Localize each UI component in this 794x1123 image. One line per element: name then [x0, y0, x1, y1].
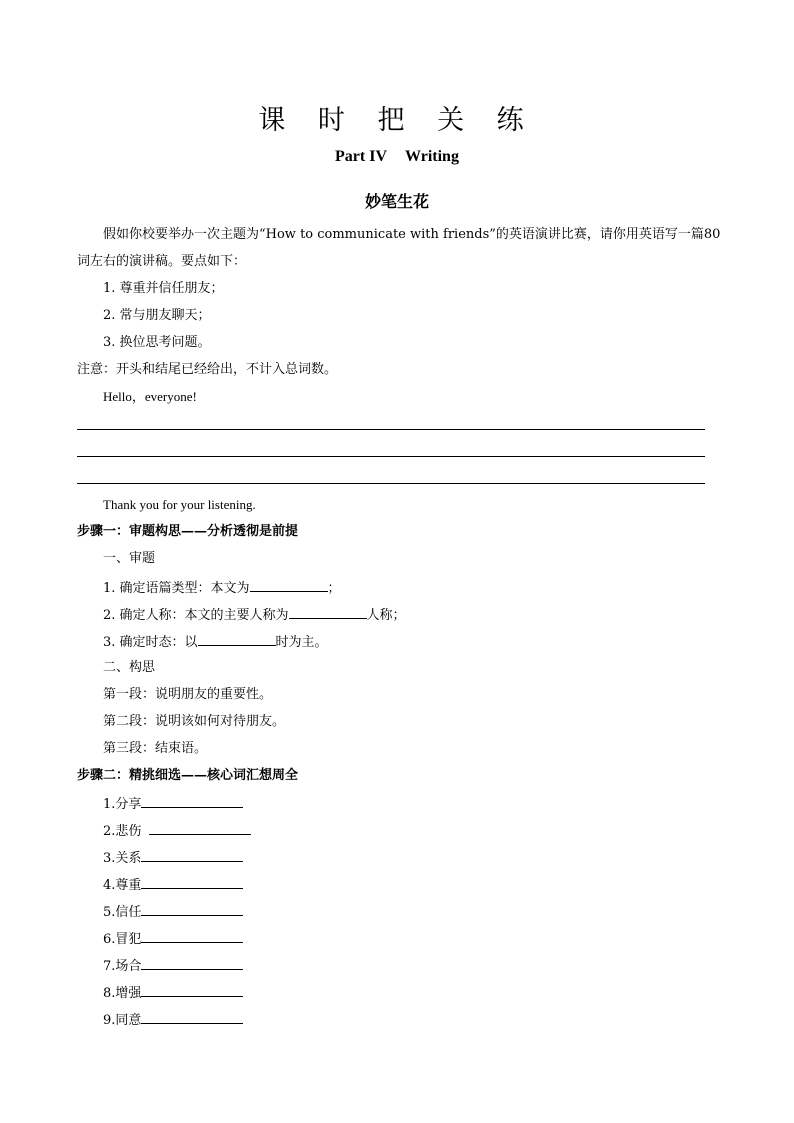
step1-question-1: 1. 确定语篇类型：本文为 ； — [103, 577, 341, 599]
page-title: 课 时 把 关 练 — [258, 105, 536, 136]
vocab-item: 7.场合 — [103, 955, 243, 977]
vocab-item: 5.信任 — [103, 901, 243, 923]
writing-line-2[interactable] — [77, 456, 705, 457]
step1-heading: 步骤一：审题构思——分析透彻是前提 — [77, 524, 299, 539]
vocab-blank[interactable] — [141, 874, 243, 889]
plan-paragraph-1: 第一段：说明朋友的重要性。 — [103, 687, 273, 702]
vocab-item: 1.分享 — [103, 793, 243, 815]
prompt-line-1: 假如你校要举办一次主题为“How to communicate with friends”的英语演讲比赛，请你用英语写一篇80 — [103, 227, 721, 242]
vocab-blank[interactable] — [141, 847, 243, 862]
prompt-line-2: 词左右的演讲稿。要点如下： — [77, 254, 247, 269]
step1-sub-analysis: 一、审题 — [103, 551, 156, 566]
vocab-item: 4.尊重 — [103, 874, 243, 896]
step1-sub-planning: 二、构思 — [103, 660, 156, 675]
vocab-item: 6.冒犯 — [103, 928, 243, 950]
essay-closing: Thank you for your listening. — [103, 497, 256, 512]
part-heading — [0, 148, 794, 166]
part-name: Writing — [405, 148, 459, 165]
vocab-blank[interactable] — [141, 982, 243, 997]
section-heading: 妙笔生花 — [364, 192, 429, 211]
writing-line-3[interactable] — [77, 483, 705, 484]
prompt-point-1: 1. 尊重并信任朋友； — [103, 281, 224, 296]
vocab-blank[interactable] — [149, 820, 251, 835]
prompt-note: 注意：开头和结尾已经给出，不计入总词数。 — [77, 362, 338, 377]
vocab-item: 8.增强 — [103, 982, 243, 1004]
vocab-blank[interactable] — [141, 928, 243, 943]
prompt-point-2: 2. 常与朋友聊天； — [103, 308, 211, 323]
vocab-item: 3.关系 — [103, 847, 243, 869]
essay-opening: Hello，everyone! — [103, 389, 197, 404]
vocab-blank[interactable] — [141, 793, 243, 808]
vocab-blank[interactable] — [141, 955, 243, 970]
vocab-blank[interactable] — [141, 901, 243, 916]
vocab-item: 9.同意 — [103, 1009, 243, 1031]
prompt-point-3: 3. 换位思考问题。 — [103, 335, 211, 350]
answer-blank-genre[interactable] — [250, 577, 328, 592]
answer-blank-tense[interactable] — [198, 631, 276, 646]
vocab-blank[interactable] — [141, 1009, 243, 1024]
plan-paragraph-3: 第三段：结束语。 — [103, 741, 208, 756]
step1-question-2: 2. 确定人称：本文的主要人称为 人称； — [103, 604, 406, 626]
answer-blank-person[interactable] — [289, 604, 367, 619]
step2-heading: 步骤二：精挑细选——核心词汇想周全 — [77, 768, 299, 783]
writing-line-1[interactable] — [77, 429, 705, 430]
part-number: Part IV — [335, 148, 388, 165]
plan-paragraph-2: 第二段：说明该如何对待朋友。 — [103, 714, 286, 729]
step1-question-3: 3. 确定时态：以 时为主。 — [103, 631, 328, 653]
vocab-item: 2.悲伤 — [103, 820, 251, 842]
